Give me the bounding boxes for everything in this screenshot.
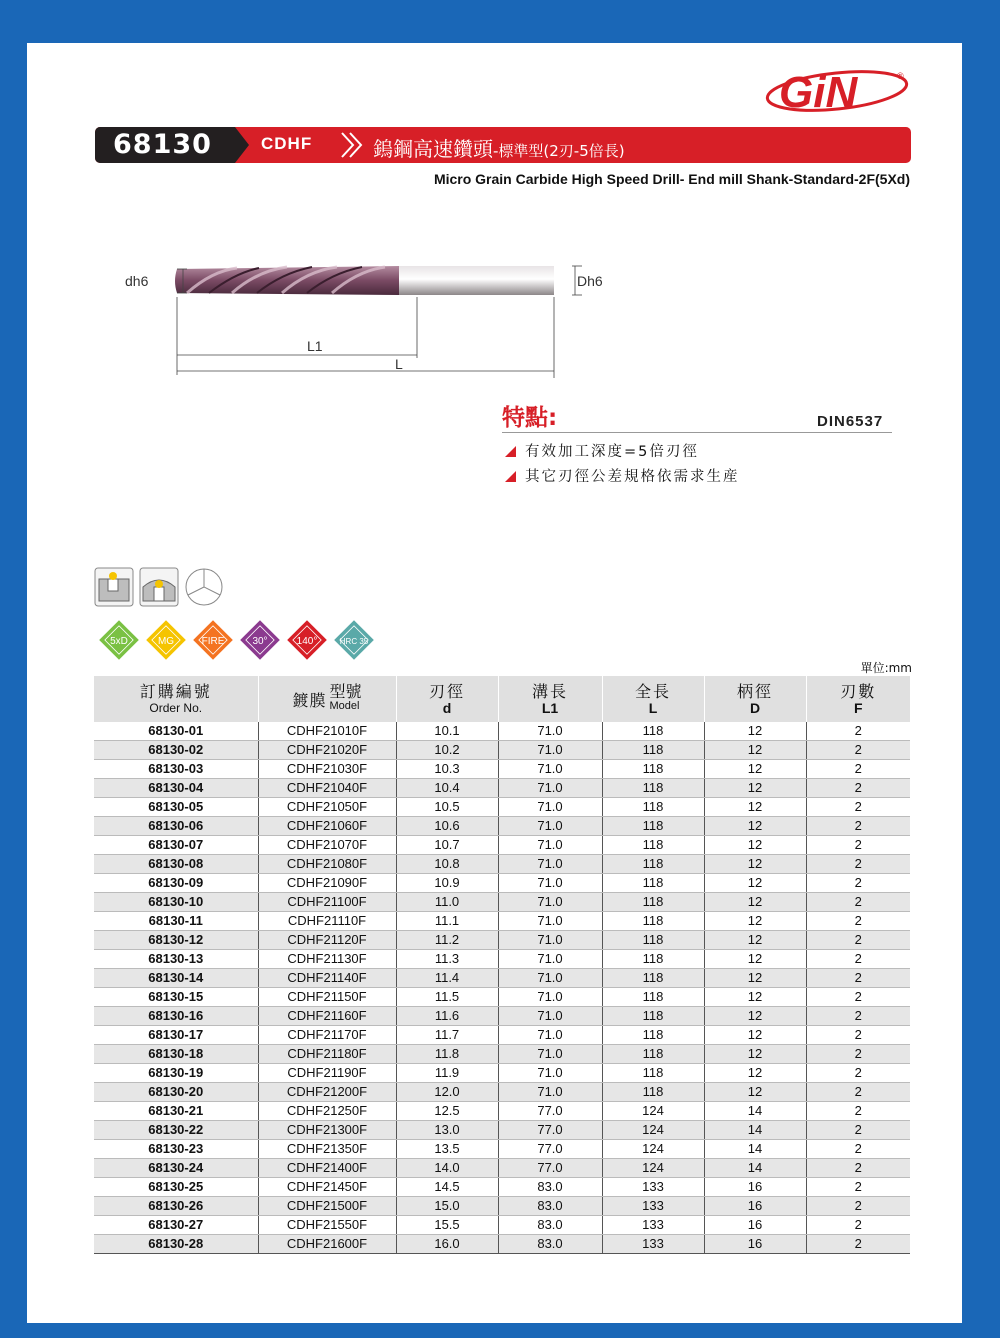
d-cell: 11.7 (396, 1026, 498, 1045)
dim-L1: L1 (307, 338, 323, 354)
l-cell: 124 (602, 1140, 704, 1159)
model-cell: CDHF21010F (258, 722, 396, 741)
l1-cell: 71.0 (498, 722, 602, 741)
product-title-zh: 鎢鋼高速鑽頭-標準型(2刃-5倍長) (373, 137, 625, 161)
d-cell: 11.6 (396, 1007, 498, 1026)
table-row (94, 1102, 910, 1121)
order-no-cell: 68130-10 (94, 893, 258, 912)
flutes-cell: 2 (806, 836, 910, 855)
flutes-cell: 2 (806, 1102, 910, 1121)
dim-dh6: dh6 (125, 273, 149, 289)
model-cell: CDHF21060F (258, 817, 396, 836)
l-cell: 124 (602, 1102, 704, 1121)
l-cell: 118 (602, 798, 704, 817)
flutes-cell: 2 (806, 988, 910, 1007)
order-no-cell: 68130-12 (94, 931, 258, 950)
table-row (94, 1026, 910, 1045)
l-cell: 118 (602, 779, 704, 798)
l1-cell: 71.0 (498, 1083, 602, 1102)
order-no-cell: 68130-26 (94, 1197, 258, 1216)
l1-cell: 71.0 (498, 779, 602, 798)
shank-d-cell: 12 (704, 798, 806, 817)
l1-cell: 71.0 (498, 1064, 602, 1083)
order-no-cell: 68130-21 (94, 1102, 258, 1121)
shank-d-cell: 16 (704, 1235, 806, 1254)
shank-d-cell: 12 (704, 950, 806, 969)
d-cell: 10.3 (396, 760, 498, 779)
d-cell: 11.1 (396, 912, 498, 931)
table-row (94, 817, 910, 836)
order-no-cell: 68130-03 (94, 760, 258, 779)
l1-cell: 71.0 (498, 988, 602, 1007)
model-cell: CDHF21170F (258, 1026, 396, 1045)
l1-cell: 71.0 (498, 1007, 602, 1026)
l1-cell: 71.0 (498, 969, 602, 988)
table-row (94, 1045, 910, 1064)
table-row (94, 855, 910, 874)
d-cell: 12.0 (396, 1083, 498, 1102)
d-cell: 10.7 (396, 836, 498, 855)
d-cell: 10.4 (396, 779, 498, 798)
order-no-cell: 68130-16 (94, 1007, 258, 1026)
l1-cell: 83.0 (498, 1178, 602, 1197)
d-cell: 14.5 (396, 1178, 498, 1197)
table-row (94, 1064, 910, 1083)
l-cell: 133 (602, 1178, 704, 1197)
flutes-cell: 2 (806, 798, 910, 817)
l-cell: 124 (602, 1121, 704, 1140)
flutes-cell: 2 (806, 1045, 910, 1064)
model-cell: CDHF21300F (258, 1121, 396, 1140)
l1-cell: 71.0 (498, 760, 602, 779)
d-cell: 11.3 (396, 950, 498, 969)
shank-d-cell: 12 (704, 779, 806, 798)
flutes-cell: 2 (806, 1026, 910, 1045)
l-cell: 118 (602, 950, 704, 969)
order-no-cell: 68130-19 (94, 1064, 258, 1083)
flutes-cell: 2 (806, 817, 910, 836)
shank-d-cell: 14 (704, 1121, 806, 1140)
badge (287, 620, 327, 660)
l-cell: 124 (602, 1159, 704, 1178)
flutes-cell: 2 (806, 1178, 910, 1197)
model-cell: CDHF21500F (258, 1197, 396, 1216)
table-row (94, 741, 910, 760)
shank-d-cell: 12 (704, 741, 806, 760)
l-cell: 118 (602, 1007, 704, 1026)
table-row (94, 874, 910, 893)
l1-cell: 71.0 (498, 741, 602, 760)
d-cell: 16.0 (396, 1235, 498, 1254)
l1-cell: 71.0 (498, 893, 602, 912)
l-cell: 133 (602, 1197, 704, 1216)
order-no-cell: 68130-20 (94, 1083, 258, 1102)
pocket-icon (140, 568, 178, 606)
unit-label: 單位:mm (860, 661, 912, 675)
l-cell: 133 (602, 1235, 704, 1254)
model-cell: CDHF21160F (258, 1007, 396, 1026)
coating-code: CDHF (261, 134, 313, 153)
model-cell: CDHF21020F (258, 741, 396, 760)
order-no-cell: 68130-02 (94, 741, 258, 760)
l-cell: 118 (602, 855, 704, 874)
order-no-cell: 68130-07 (94, 836, 258, 855)
l1-cell: 71.0 (498, 798, 602, 817)
model-cell: CDHF21600F (258, 1235, 396, 1254)
table-row (94, 1197, 910, 1216)
table-row (94, 969, 910, 988)
l1-cell: 71.0 (498, 931, 602, 950)
flutes-cell: 2 (806, 722, 910, 741)
model-cell: CDHF21050F (258, 798, 396, 817)
shank-d-cell: 12 (704, 1083, 806, 1102)
model-cell: CDHF21120F (258, 931, 396, 950)
flutes-cell: 2 (806, 950, 910, 969)
table-row (94, 1140, 910, 1159)
table-row (94, 988, 910, 1007)
shank-d-cell: 12 (704, 1007, 806, 1026)
shank-d-cell: 12 (704, 722, 806, 741)
badge-label: 5xD (110, 636, 128, 647)
features-list (505, 442, 740, 492)
shank-d-cell: 12 (704, 1045, 806, 1064)
flutes-cell: 2 (806, 1159, 910, 1178)
l-cell: 118 (602, 741, 704, 760)
divider (502, 432, 892, 433)
flutes-cell: 2 (806, 1197, 910, 1216)
d-cell: 11.8 (396, 1045, 498, 1064)
col-order-no: 訂購編號 Order No. (94, 676, 258, 722)
feature-item: 有效加工深度=5倍刃徑 (505, 442, 740, 467)
badge-label: MG (157, 636, 175, 647)
l-cell: 118 (602, 969, 704, 988)
l1-cell: 71.0 (498, 950, 602, 969)
shank-d-cell: 12 (704, 817, 806, 836)
table-row (94, 1159, 910, 1178)
table-row (94, 912, 910, 931)
catalog-page (27, 43, 962, 1323)
flutes-cell: 2 (806, 1216, 910, 1235)
logo-text: GiN (779, 68, 858, 117)
d-cell: 14.0 (396, 1159, 498, 1178)
shank-d-cell: 12 (704, 931, 806, 950)
table-row (94, 1235, 910, 1254)
order-no-cell: 68130-05 (94, 798, 258, 817)
flutes-cell: 2 (806, 1121, 910, 1140)
order-no-cell: 68130-24 (94, 1159, 258, 1178)
model-cell: CDHF21130F (258, 950, 396, 969)
shank-d-cell: 16 (704, 1216, 806, 1235)
col-flutes: 刃數 F (806, 676, 910, 722)
order-no-cell: 68130-08 (94, 855, 258, 874)
shank-d-cell: 14 (704, 1159, 806, 1178)
din-standard: DIN6537 (817, 413, 884, 430)
d-cell: 11.5 (396, 988, 498, 1007)
order-no-cell: 68130-25 (94, 1178, 258, 1197)
model-cell: CDHF21350F (258, 1140, 396, 1159)
l1-cell: 71.0 (498, 874, 602, 893)
triangle-bullet-icon (505, 471, 516, 482)
flutes-cell: 2 (806, 912, 910, 931)
badge (240, 620, 280, 660)
table-row (94, 1121, 910, 1140)
l1-cell: 77.0 (498, 1159, 602, 1178)
drill-drawing (117, 253, 637, 372)
l1-cell: 77.0 (498, 1121, 602, 1140)
flutes-cell: 2 (806, 855, 910, 874)
flutes-cell: 2 (806, 779, 910, 798)
product-subtitle: Micro Grain Carbide High Speed Drill- End mill Shank-Standard-2F(5Xd) (433, 171, 910, 187)
order-no-cell: 68130-27 (94, 1216, 258, 1235)
shank-d-cell: 12 (704, 1026, 806, 1045)
table-row (94, 779, 910, 798)
triangle-bullet-icon (505, 446, 516, 457)
spec-table (94, 676, 910, 1254)
order-no-cell: 68130-23 (94, 1140, 258, 1159)
col-model: 鍍膜 型號 Model (258, 676, 396, 722)
l1-cell: 71.0 (498, 836, 602, 855)
d-cell: 13.0 (396, 1121, 498, 1140)
model-cell: CDHF21400F (258, 1159, 396, 1178)
d-cell: 11.2 (396, 931, 498, 950)
flutes-cell: 2 (806, 1064, 910, 1083)
badge-label: 140° (296, 636, 318, 647)
table-row (94, 893, 910, 912)
flutes-cell: 2 (806, 760, 910, 779)
l-cell: 118 (602, 817, 704, 836)
l1-cell: 71.0 (498, 817, 602, 836)
l-cell: 118 (602, 1045, 704, 1064)
shank-d-cell: 16 (704, 1178, 806, 1197)
features-title: 特點: (502, 405, 558, 431)
flutes-cell: 2 (806, 931, 910, 950)
svg-text:®: ® (897, 71, 904, 81)
l1-cell: 71.0 (498, 1026, 602, 1045)
shank-d-cell: 12 (704, 836, 806, 855)
d-cell: 15.5 (396, 1216, 498, 1235)
l1-cell: 77.0 (498, 1140, 602, 1159)
col-d: 刃徑 d (396, 676, 498, 722)
table-row (94, 931, 910, 950)
shank-d-cell: 12 (704, 1064, 806, 1083)
shank-d-cell: 14 (704, 1102, 806, 1121)
flutes-cell: 2 (806, 1235, 910, 1254)
flutes-cell: 2 (806, 1140, 910, 1159)
order-no-cell: 68130-22 (94, 1121, 258, 1140)
table-row (94, 1007, 910, 1026)
model-cell: CDHF21080F (258, 855, 396, 874)
order-no-cell: 68130-04 (94, 779, 258, 798)
model-cell: CDHF21070F (258, 836, 396, 855)
d-cell: 10.1 (396, 722, 498, 741)
table-row (94, 1083, 910, 1102)
order-no-cell: 68130-15 (94, 988, 258, 1007)
order-no-cell: 68130-14 (94, 969, 258, 988)
dim-L: L (395, 356, 403, 372)
shank-d-cell: 12 (704, 969, 806, 988)
model-cell: CDHF21190F (258, 1064, 396, 1083)
shank-d-cell: 12 (704, 874, 806, 893)
model-cell: CDHF21090F (258, 874, 396, 893)
l1-cell: 71.0 (498, 912, 602, 931)
order-no-cell: 68130-17 (94, 1026, 258, 1045)
table-row (94, 760, 910, 779)
l1-cell: 77.0 (498, 1102, 602, 1121)
dim-Dh6: Dh6 (577, 273, 603, 289)
l-cell: 118 (602, 722, 704, 741)
flutes-cell: 2 (806, 893, 910, 912)
badge (99, 620, 139, 660)
d-cell: 10.8 (396, 855, 498, 874)
product-code: 68130 (113, 129, 212, 160)
l1-cell: 71.0 (498, 855, 602, 874)
d-cell: 10.2 (396, 741, 498, 760)
title-bar (95, 127, 911, 163)
col-l: 全長 L (602, 676, 704, 722)
shank-d-cell: 12 (704, 988, 806, 1007)
l1-cell: 83.0 (498, 1235, 602, 1254)
order-no-cell: 68130-11 (94, 912, 258, 931)
table-row (94, 836, 910, 855)
l-cell: 118 (602, 760, 704, 779)
table-row (94, 1216, 910, 1235)
l-cell: 118 (602, 988, 704, 1007)
shank-d-cell: 12 (704, 893, 806, 912)
model-cell: CDHF21180F (258, 1045, 396, 1064)
table-row (94, 1178, 910, 1197)
model-cell: CDHF21040F (258, 779, 396, 798)
l-cell: 118 (602, 1083, 704, 1102)
order-no-cell: 68130-09 (94, 874, 258, 893)
d-cell: 11.4 (396, 969, 498, 988)
flutes-cell: 2 (806, 874, 910, 893)
shank-d-cell: 16 (704, 1197, 806, 1216)
col-l1: 溝長 L1 (498, 676, 602, 722)
badge (334, 620, 374, 660)
slotting-icon (95, 568, 133, 606)
chevron-right-icon (338, 130, 366, 160)
model-cell: CDHF21100F (258, 893, 396, 912)
badge-label: HRC 35 (339, 637, 369, 646)
flutes-cell: 2 (806, 741, 910, 760)
order-no-cell: 68130-28 (94, 1235, 258, 1254)
flutes-cell: 2 (806, 969, 910, 988)
feature-item: 其它刃徑公差規格依需求生産 (505, 467, 740, 492)
d-cell: 10.5 (396, 798, 498, 817)
model-cell: CDHF21250F (258, 1102, 396, 1121)
l-cell: 118 (602, 836, 704, 855)
l1-cell: 71.0 (498, 1045, 602, 1064)
d-cell: 12.5 (396, 1102, 498, 1121)
order-no-cell: 68130-18 (94, 1045, 258, 1064)
model-cell: CDHF21030F (258, 760, 396, 779)
model-cell: CDHF21550F (258, 1216, 396, 1235)
flutes-cell: 2 (806, 1083, 910, 1102)
model-cell: CDHF21110F (258, 912, 396, 931)
order-no-cell: 68130-13 (94, 950, 258, 969)
l-cell: 118 (602, 931, 704, 950)
d-cell: 11.0 (396, 893, 498, 912)
l-cell: 118 (602, 912, 704, 931)
application-icons (94, 567, 224, 611)
shank-d-cell: 14 (704, 1140, 806, 1159)
badge (146, 620, 186, 660)
l-cell: 118 (602, 1064, 704, 1083)
model-cell: CDHF21150F (258, 988, 396, 1007)
l-cell: 118 (602, 893, 704, 912)
model-cell: CDHF21450F (258, 1178, 396, 1197)
l-cell: 118 (602, 1026, 704, 1045)
l-cell: 133 (602, 1216, 704, 1235)
table-row (94, 798, 910, 817)
d-cell: 15.0 (396, 1197, 498, 1216)
badge-label: FIRE (201, 636, 225, 647)
drill-tip-icon (186, 569, 222, 605)
spec-badges (97, 618, 377, 662)
table-row (94, 950, 910, 969)
d-cell: 10.6 (396, 817, 498, 836)
order-no-cell: 68130-06 (94, 817, 258, 836)
shank-d-cell: 12 (704, 912, 806, 931)
shank-d-cell: 12 (704, 760, 806, 779)
l1-cell: 83.0 (498, 1197, 602, 1216)
order-no-cell: 68130-01 (94, 722, 258, 741)
gin-logo (765, 65, 915, 115)
l-cell: 118 (602, 874, 704, 893)
col-shank-d: 柄徑 D (704, 676, 806, 722)
badge-label: 30° (252, 636, 268, 647)
flutes-cell: 2 (806, 1007, 910, 1026)
d-cell: 13.5 (396, 1140, 498, 1159)
l1-cell: 83.0 (498, 1216, 602, 1235)
model-cell: CDHF21140F (258, 969, 396, 988)
table-row (94, 722, 910, 741)
d-cell: 10.9 (396, 874, 498, 893)
d-cell: 11.9 (396, 1064, 498, 1083)
model-cell: CDHF21200F (258, 1083, 396, 1102)
shank-d-cell: 12 (704, 855, 806, 874)
badge (193, 620, 233, 660)
